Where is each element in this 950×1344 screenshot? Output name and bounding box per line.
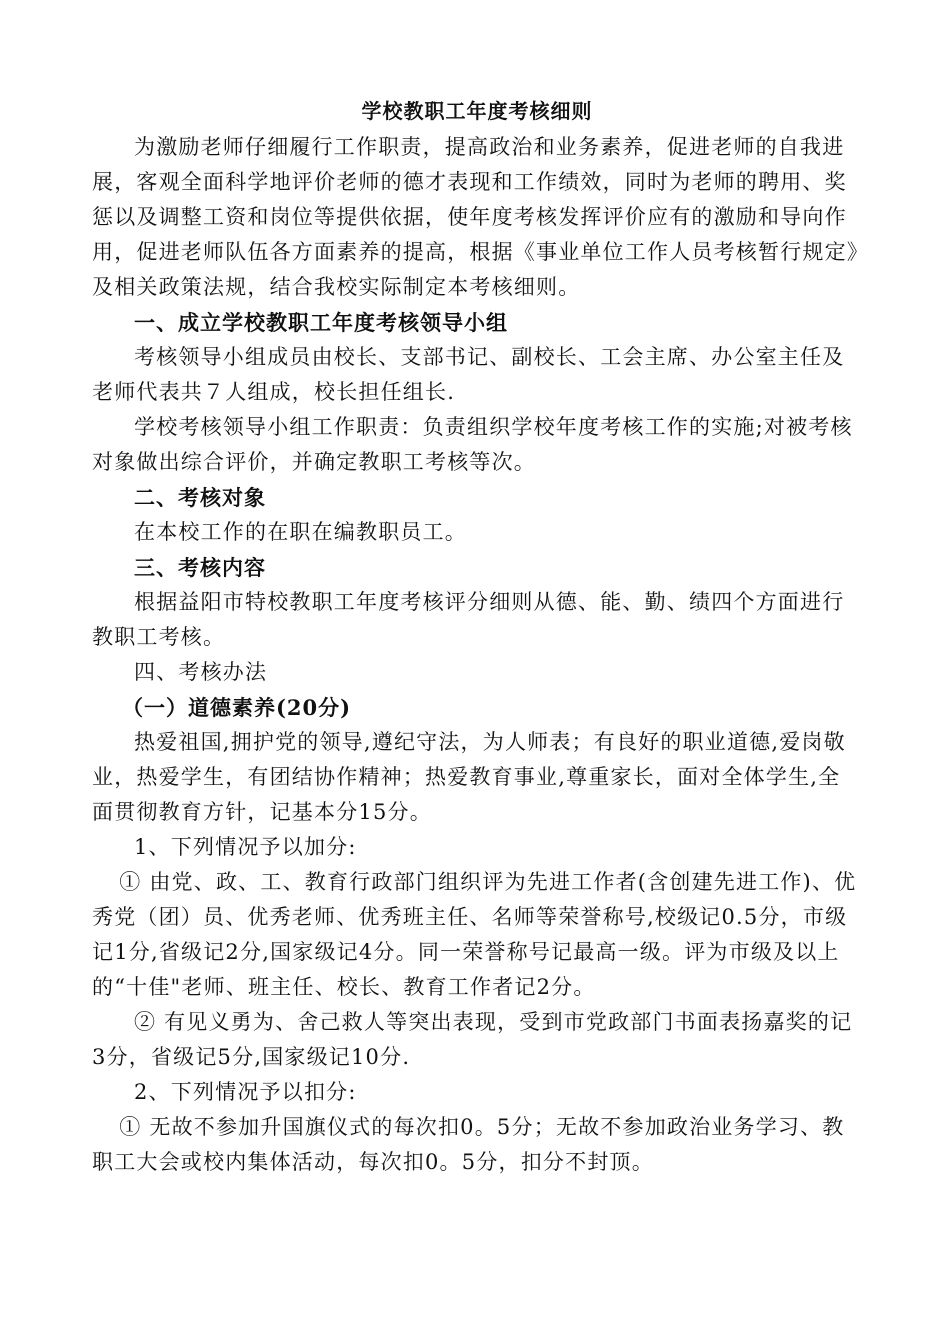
paragraph-deduction-intro: 2、下列情况予以扣分:	[134, 1080, 357, 1104]
list-item-bonus-1: ① 由党、政、工、教育行政部门组织评为先进工作者(含创建先进工作)、优秀党（团）员、优秀老师、优秀班主任、名师等荣誉称号,校级记0.5分，市级记1分,省级记2分,国家级记4分。同一荣誉称号记最高一级。评为市级及以上的“十佳"老师、班主任、校长、教育工作者记2分。	[92, 870, 857, 999]
document-page	[92, 96, 862, 1180]
paragraph-bonus-intro: 1、下列情况予以加分:	[134, 835, 357, 859]
intro-paragraph: 为激励老师仔细履行工作职责，提高政治和业务素养，促进老师的自我进展，客观全面科学地评价老师的德才表现和工作绩效，同时为老师的聘用、奖惩以及调整工资和岗位等提供依据，使年度考核发挥评价应有的激励和导向作用，促进老师队伍各方面素养的提高，根据《事业单位工作人员考核暂行规定》及相关政策法规，结合我校实际制定本考核细则。	[92, 135, 859, 299]
section-heading-1: 一、成立学校教职工年度考核领导小组	[134, 310, 508, 335]
list-item-deduction-1: ① 无故不参加升国旗仪式的每次扣0。5分；无故不参加政治业务学习、教职工大会或校内集体活动，每次扣0。5分，扣分不封顶。	[92, 1115, 845, 1174]
section-heading-2: 二、考核对象	[134, 485, 266, 510]
paragraph-moral-basic: 热爱祖国,拥护党的领导,遵纪守法，为人师表；有良好的职业道德,爱岗敬业，热爱学生，有团结协作精神；热爱教育事业,尊重家长，面对全体学生,全面贯彻教育方针，记基本分15分。	[92, 730, 846, 824]
list-item-bonus-2: ② 有见义勇为、舍己救人等突出表现，受到市党政部门书面表扬嘉奖的记3分，省级记5分,国家级记10分.	[92, 1010, 853, 1069]
section-heading-3: 三、考核内容	[134, 555, 266, 580]
paragraph-leadership-members: 考核领导小组成员由校长、支部书记、副校长、工会主席、办公室主任及老师代表共７人组成，校长担任组长.	[92, 345, 845, 404]
section-heading-4: 四、考核办法	[134, 660, 268, 684]
subsection-heading-moral: （一）道德素养(20分)	[122, 695, 352, 720]
document-title: 学校教职工年度考核细则	[361, 99, 593, 123]
paragraph-leadership-duties: 学校考核领导小组工作职责：负责组织学校年度考核工作的实施;对被考核对象做出综合评价，并确定教职工考核等次。	[92, 415, 853, 474]
paragraph-assessment-content: 根据益阳市特校教职工年度考核评分细则从德、能、勤、绩四个方面进行教职工考核。	[92, 590, 845, 649]
paragraph-assessment-targets: 在本校工作的在职在编教职员工。	[134, 520, 467, 544]
